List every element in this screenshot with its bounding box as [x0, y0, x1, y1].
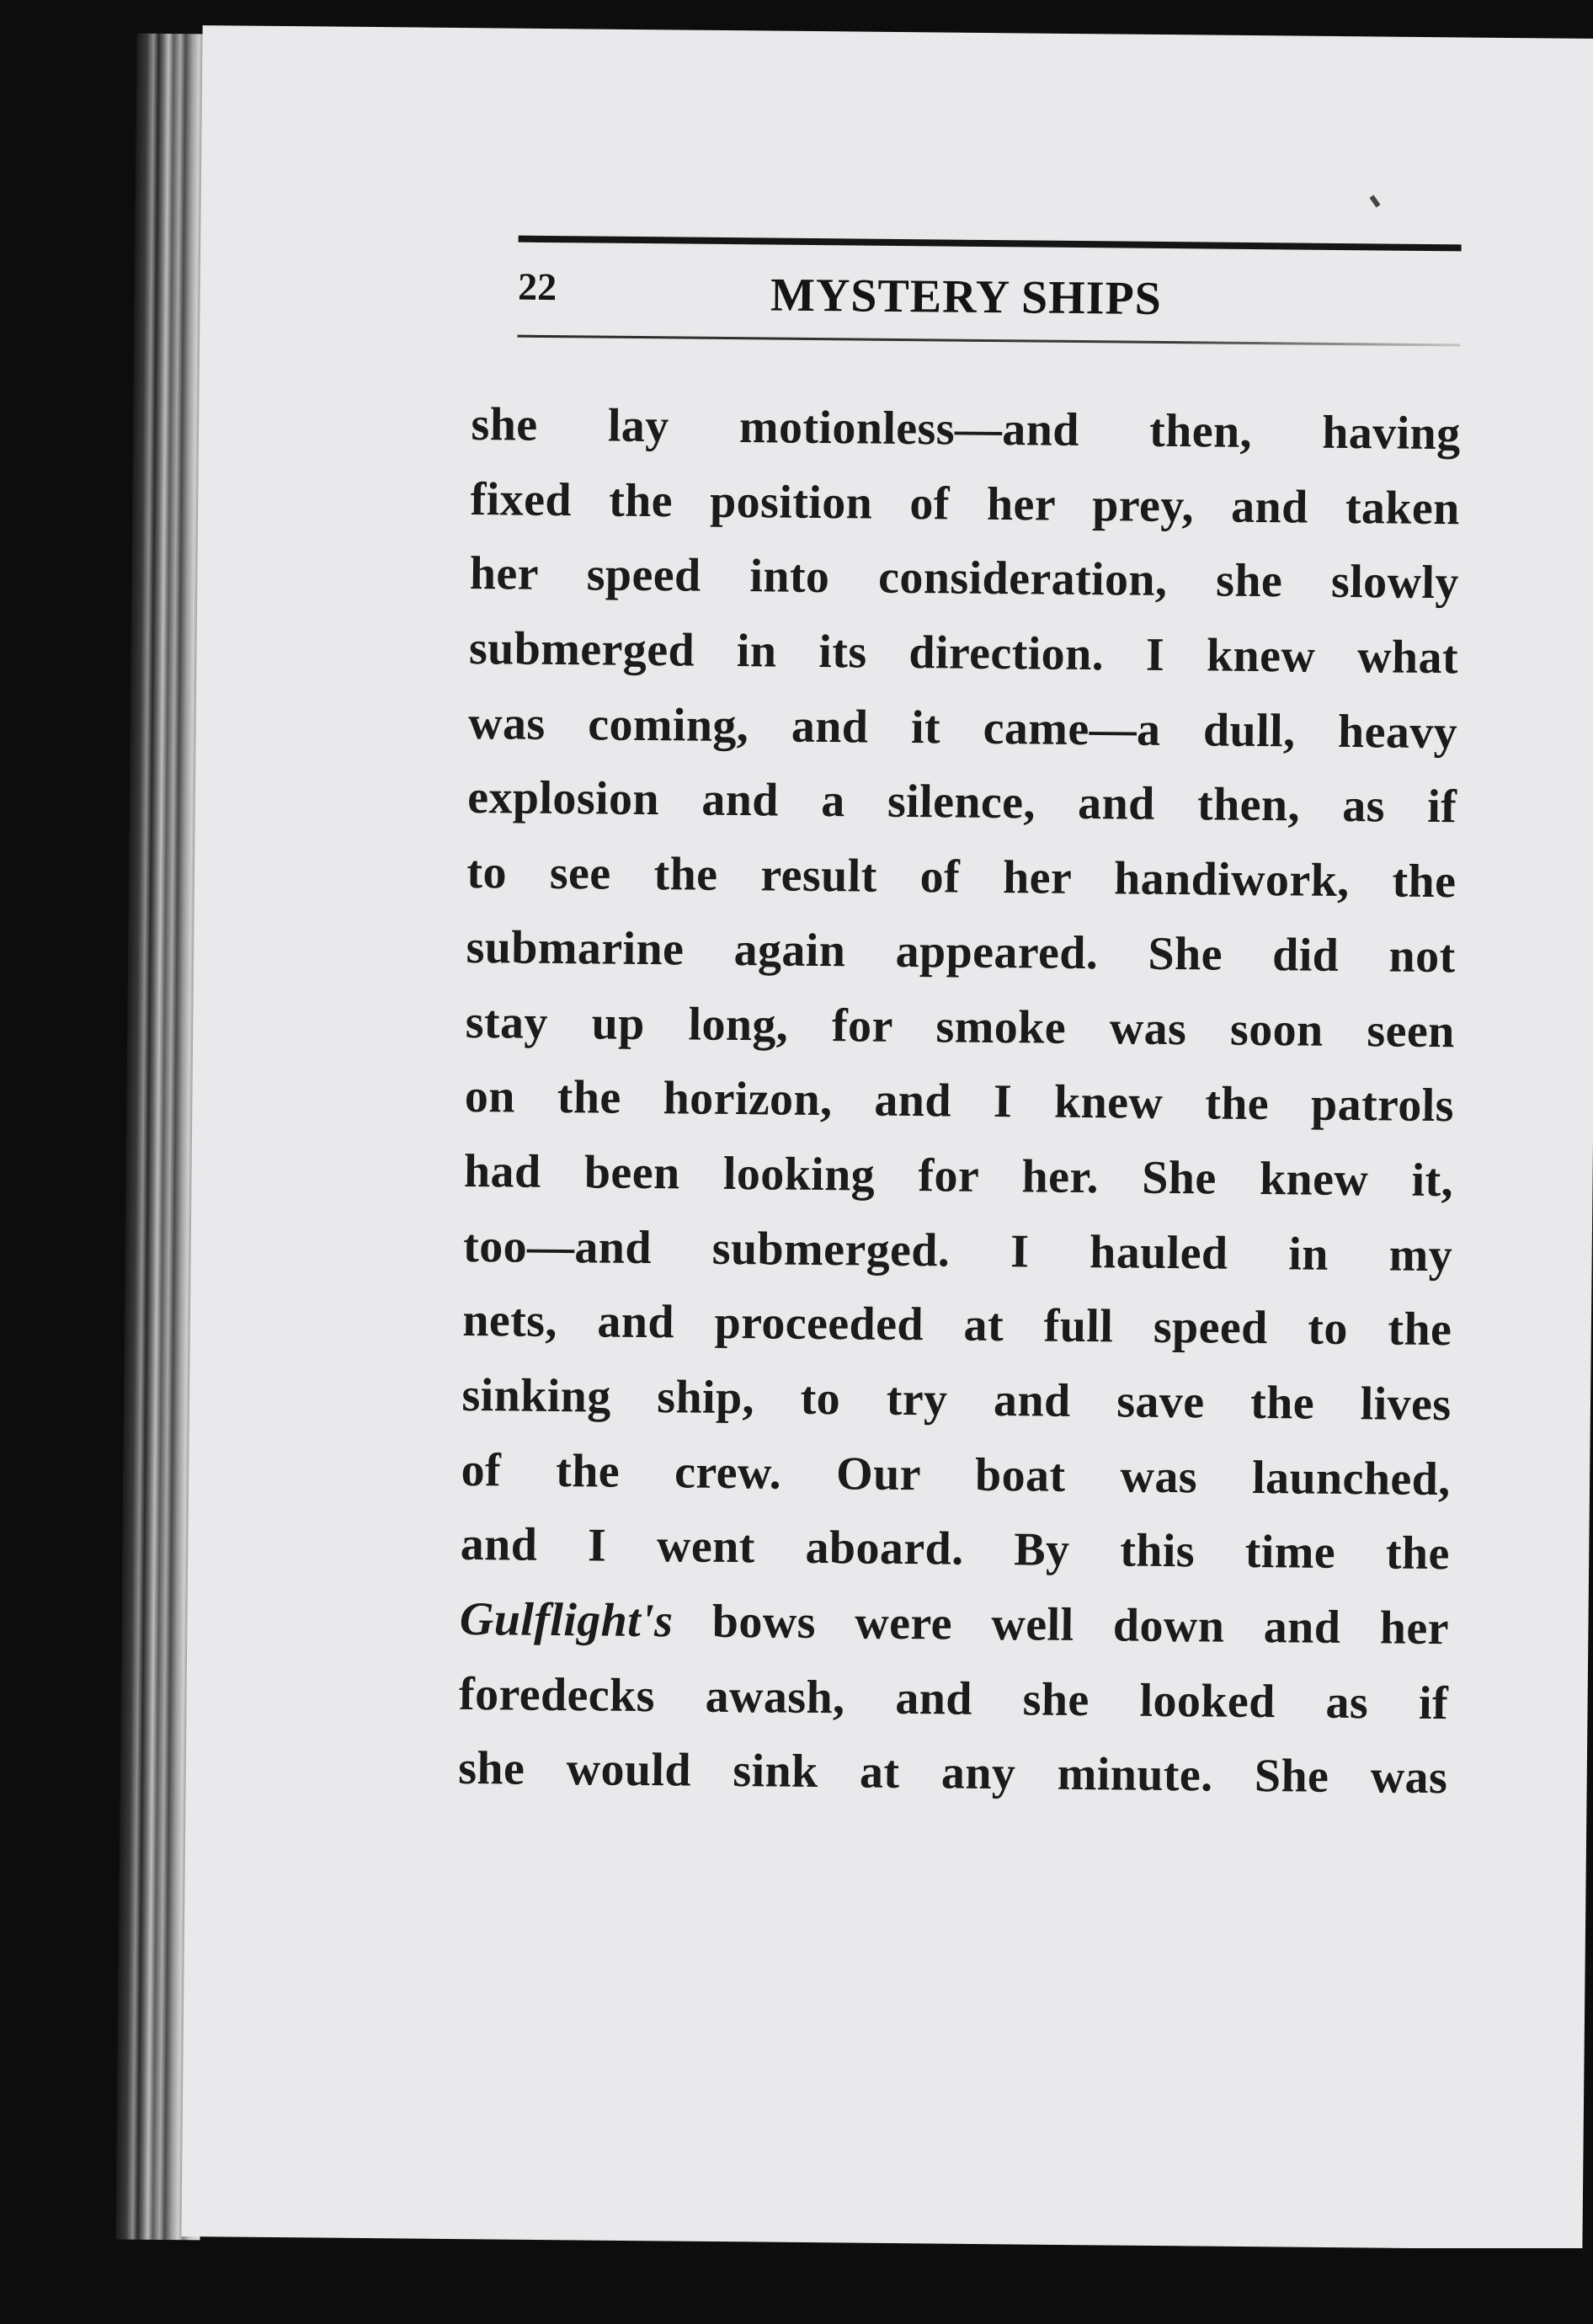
ship-name-italic: Gulflight's	[459, 1592, 674, 1648]
text-line: and I went aboard. By this time the	[460, 1518, 1451, 1580]
text-line: submarine again appeared. She did not	[466, 920, 1456, 983]
text-line-italic-ship-name	[460, 1582, 1450, 1666]
page-header	[517, 236, 1461, 363]
header-rule-bottom	[518, 335, 1461, 347]
text-line: sinking ship, to try and save the lives	[461, 1368, 1452, 1431]
text-line: she lay motionless—and then, having	[471, 397, 1461, 461]
text-line: stay up long, for smoke was soon seen	[465, 995, 1456, 1058]
running-head-title: MYSTERY SHIPS	[770, 269, 1163, 325]
text-line: foredecks awash, and she looked as if	[458, 1667, 1449, 1730]
text-line: too—and submerged. I hauled in my	[462, 1219, 1453, 1282]
text-line: on the horizon, and I knew the patrols	[464, 1070, 1455, 1133]
text-line: her speed into consideration, she slowly	[469, 547, 1460, 610]
text-line: she would sink at any minute. She was	[457, 1742, 1448, 1804]
text-line: explosion and a silence, and then, as if	[467, 771, 1457, 834]
page-number: 22	[517, 264, 557, 309]
body-text	[458, 387, 1461, 1815]
page-bottom-shadow	[168, 2248, 1593, 2324]
text-line: nets, and proceeded at full speed to the	[462, 1294, 1452, 1357]
text-line: had been looking for her. She knew it,	[463, 1144, 1454, 1207]
text-line: was coming, and it came—a dull, heavy	[467, 696, 1458, 760]
text-line: to see the result of her handiwork, the	[466, 846, 1457, 909]
text-line-remainder: bows were well down and her	[673, 1595, 1450, 1655]
text-line: fixed the position of her prey, and taken	[470, 472, 1460, 535]
text-line: submerged in its direction. I knew what	[468, 622, 1459, 685]
text-line: of the crew. Our boat was launched,	[461, 1443, 1451, 1506]
